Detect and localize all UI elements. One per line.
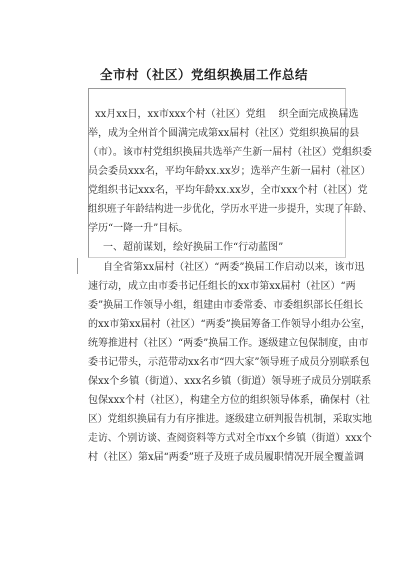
- text-box-frame-lower: [77, 258, 82, 274]
- document-title: 全市村（社区）党组织换届工作总结: [99, 67, 308, 82]
- document-page: 全市村（社区）党组织换届工作总结 xx月xx日，xx市xxx个村（社区）党组 织全面完成换届选 举，成为全州首个圆满完成第xx届村（社区）党组织换届的县 （市）。该市村党组织换届共选举产生新一届村（社区）党组织委 员会委员xxx名，平均年龄xx.xx岁；选举产生新一届村（社区） 党组织书记xxx名，平均年龄xx.xx岁，全市xxx个村（社区）党 组织班子年龄结构进一步优化，学历水平进一步提升，实现了年龄、 学历“一降一升”目标。 一、超前谋划，绘好换届工作“行动蓝图” 自全省第xx届村（社区）“两委”换届工作启动以来，该市迅 速行动，成立由市委书记任组长的xx市第xx届村（社区）“两 委”换届工作领导小组，组建由市委常委、市委组织部长任组长 的xx市第xx届村（社区）“两委”换届筹备工作领导小组办公室， 统筹推进村（社区）“两委”换届工作。逐级建立包保制度，由市 委书记带头，示范带动xx名市“四大家”领导班子成员分别联系包 保xx个乡镇（街道）、xxx名乡镇（街道）领导班子成员分别联系 包保xxx个村（社区），构建全方位的组织领导体系，确保村（社 区）党组织换届有力有序推进。逐级建立研判报告机制，采取实地 走访、个别访谈、查阅资料等方式对全市xx个乡镇（街道）xxx个 村（社区）第x届“两委”班子及班子成员履职情况开展全覆盖调: [0, 0, 408, 580]
